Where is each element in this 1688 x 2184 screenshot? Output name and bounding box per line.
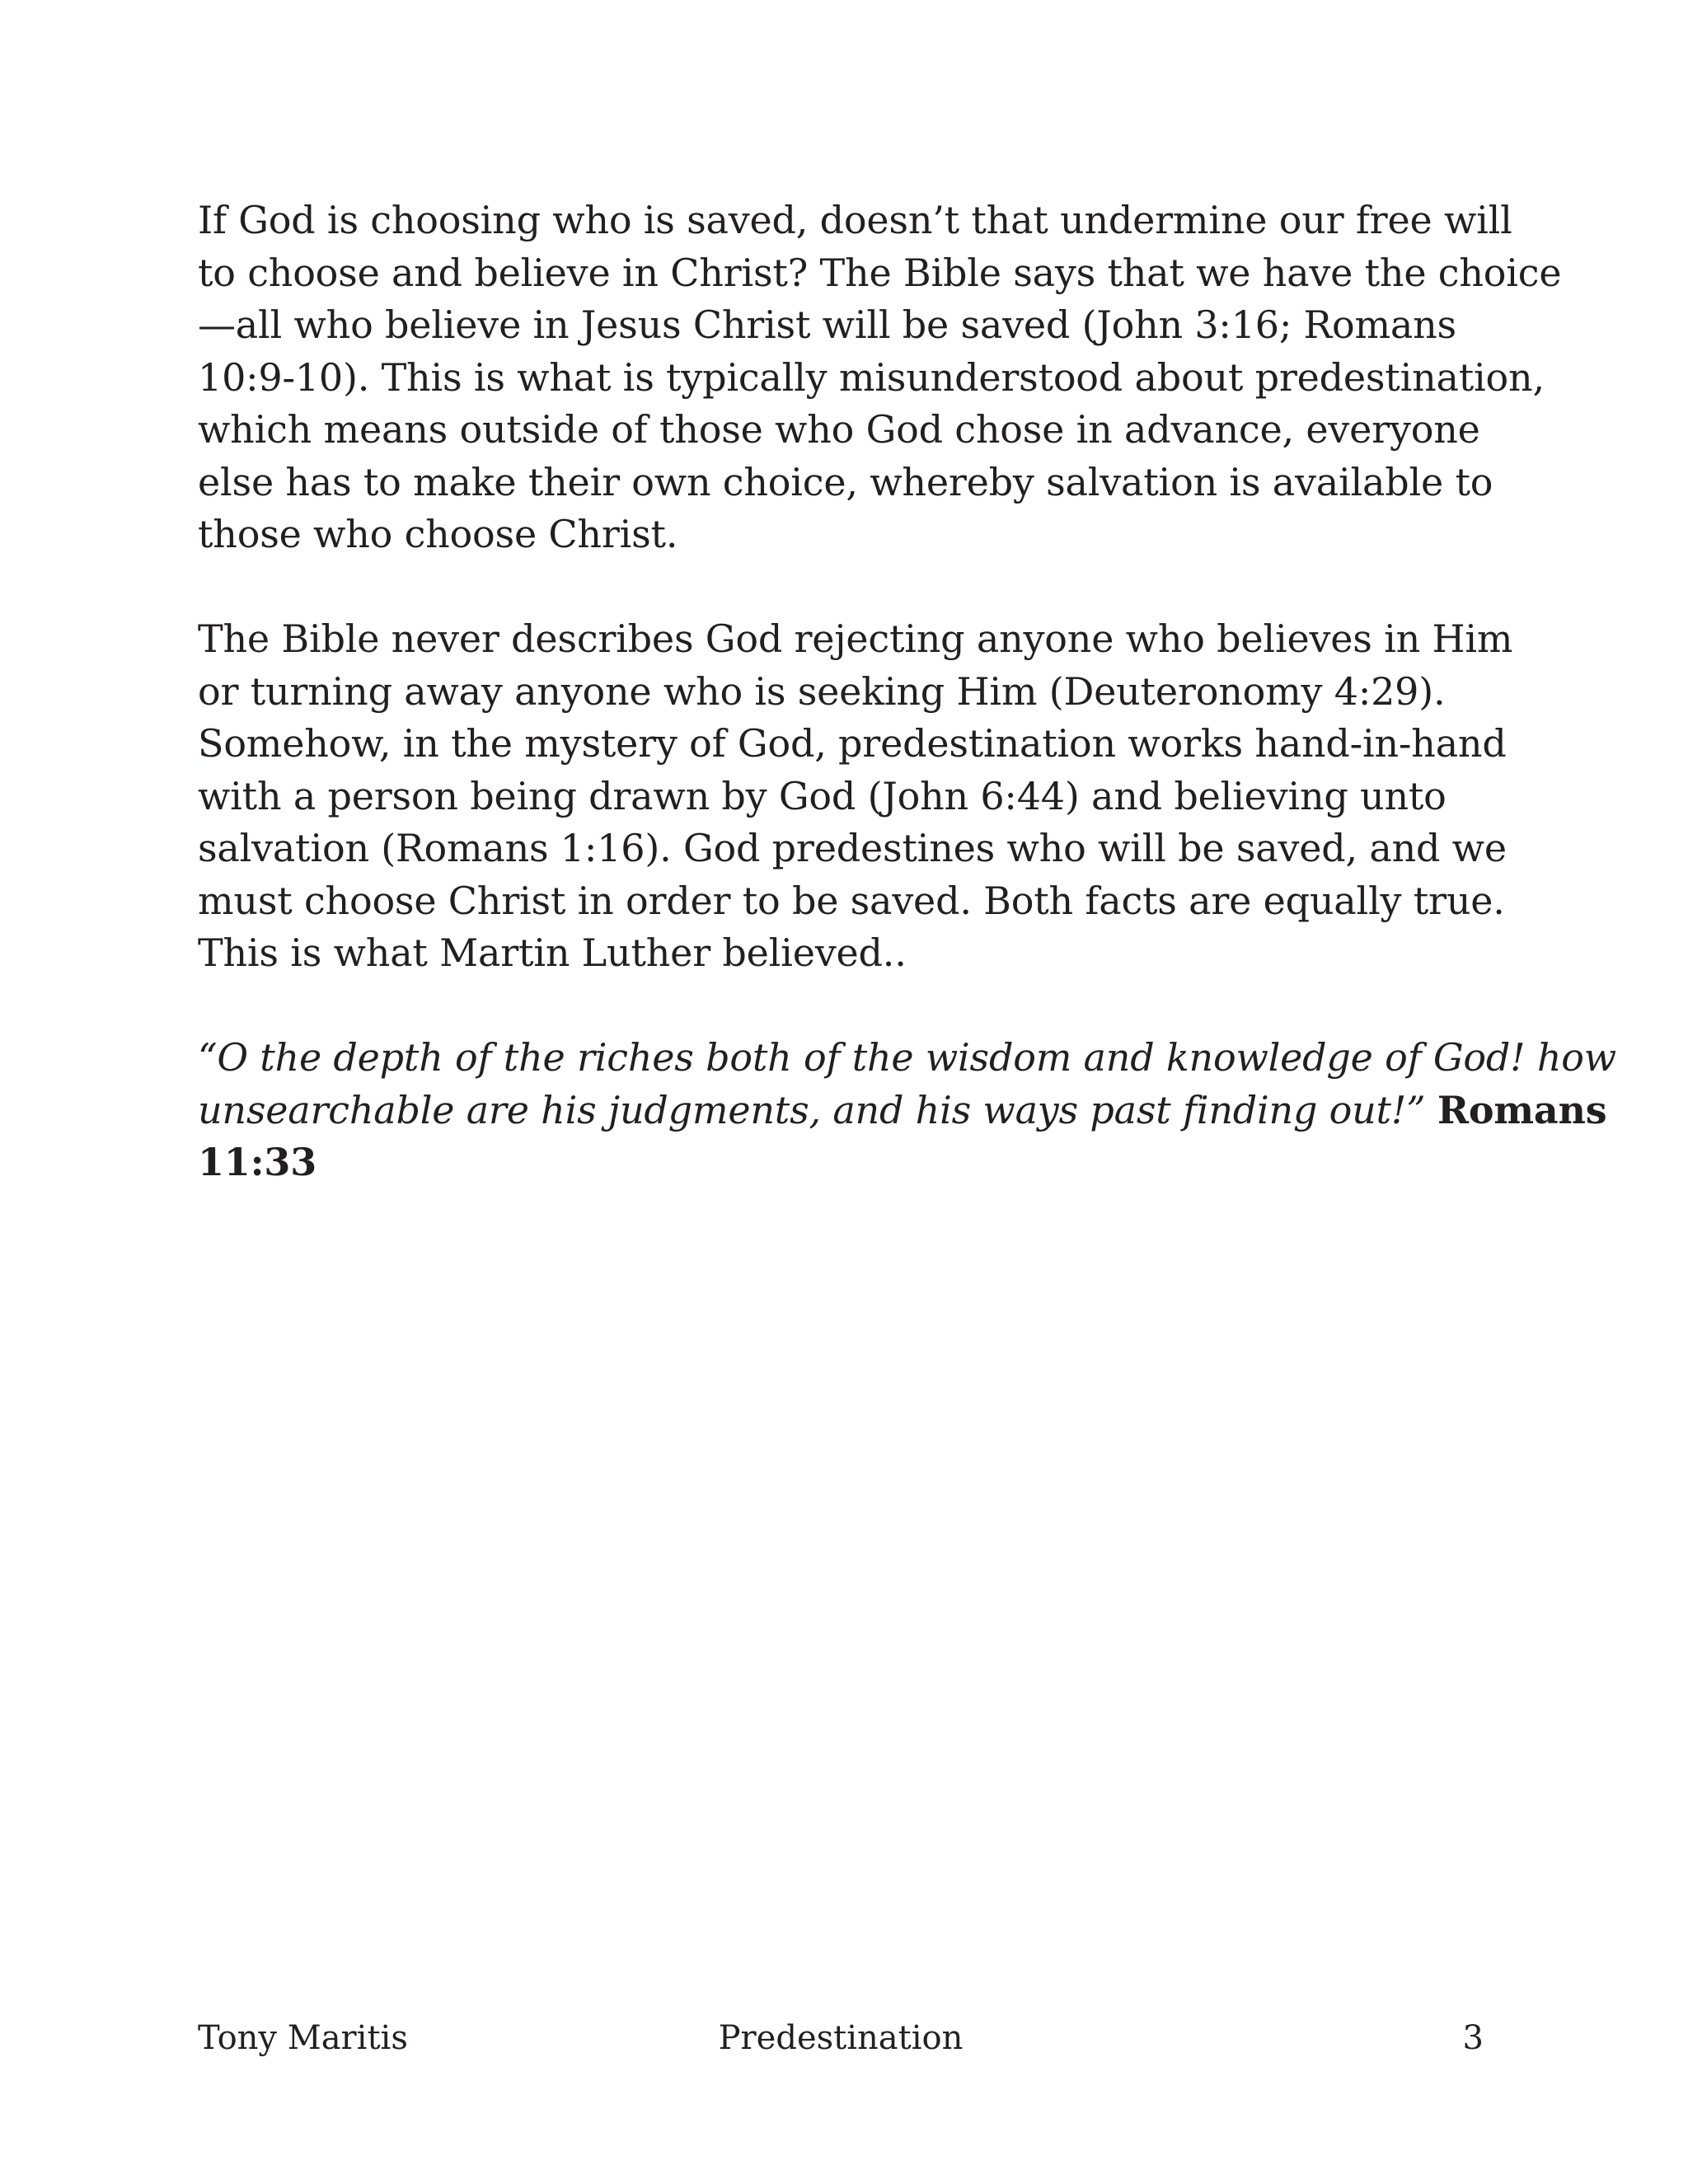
text-line: to choose and believe in Christ? The Bible says that we have the choice (198, 250, 1562, 295)
quote-text: “O the depth of the riches both of the wisdom and knowledge of God! how (198, 1035, 1616, 1080)
quote-reference: 11:33 (198, 1140, 317, 1184)
paragraph-2 (198, 613, 1513, 980)
page-footer (198, 2013, 1484, 2063)
text-line: If God is choosing who is saved, doesn’t that undermine our free will (198, 198, 1512, 242)
quote-line (198, 1137, 1500, 1189)
scripture-quote (198, 1032, 1616, 1189)
footer-author: Tony Maritis (198, 2019, 408, 2057)
quote-reference: Romans (1437, 1087, 1607, 1132)
text-line: which means outside of those who God chose in advance, everyone (198, 407, 1480, 452)
page-number: 3 (1462, 2019, 1484, 2057)
text-line: Somehow, in the mystery of God, predestination works hand-in-hand (198, 721, 1507, 766)
text-line: those who choose Christ. (198, 512, 678, 556)
quote-line (198, 1085, 1607, 1137)
text-line: with a person being drawn by God (John 6:44) and believing unto (198, 773, 1447, 818)
text-line: else has to make their own choice, whereby salvation is available to (198, 459, 1493, 504)
text-line: salvation (Romans 1:16). God predestines who will be saved, and we (198, 826, 1507, 870)
footer-title: Predestination (718, 2019, 964, 2057)
text-line: The Bible never describes God rejecting anyone who believes in Him (198, 616, 1513, 661)
text-line: 10:9-10). This is what is typically misunderstood about predestination, (198, 354, 1545, 400)
text-line: This is what Martin Luther believed.. (198, 930, 907, 975)
text-line: —all who believe in Jesus Christ will be saved (John 3:16; Romans (198, 302, 1456, 347)
quote-line (198, 1032, 1616, 1085)
body-text (198, 194, 1616, 1241)
text-line: must choose Christ in order to be saved. Both facts are equally true. (198, 878, 1505, 923)
paragraph-1 (198, 194, 1562, 561)
text-line: or turning away anyone who is seeking Him (Deuteronomy 4:29). (198, 668, 1446, 714)
quote-text: unsearchable are his judgments, and his ways past finding out!” (198, 1087, 1426, 1132)
